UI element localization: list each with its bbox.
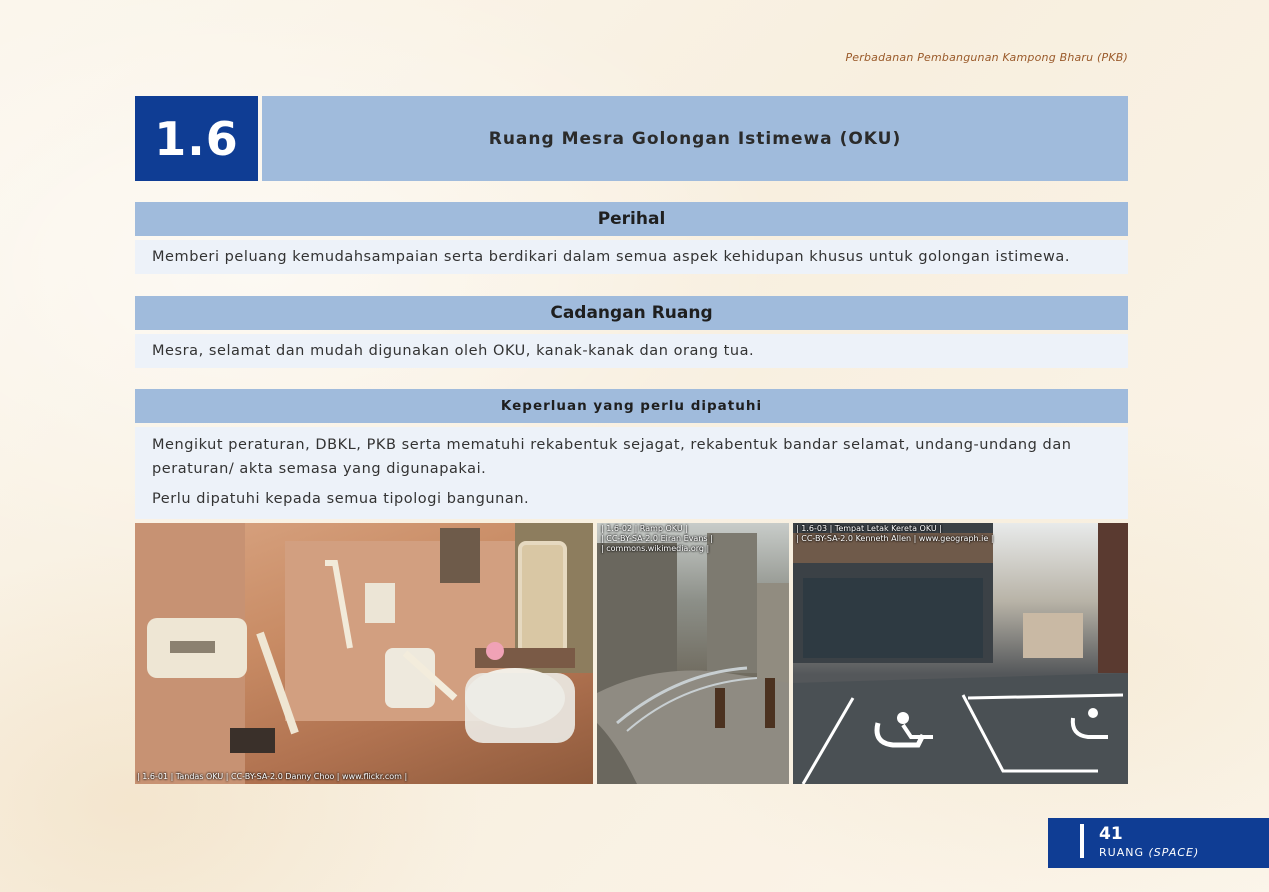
- caption-line: | CC-BY-SA-2.0 Kenneth Allen | www.geograph.ie |: [796, 534, 994, 543]
- photo-caption: [796, 524, 994, 544]
- keperluan-body: [135, 427, 1128, 519]
- caption-line: | CC-BY-SA-2.0 Eiran Evans |: [601, 534, 713, 543]
- chapter-label: [1099, 846, 1199, 859]
- chapter-label-italic: (SPACE): [1148, 846, 1200, 859]
- photo-caption: [601, 524, 713, 554]
- footer-divider: [1080, 824, 1084, 858]
- perihal-text: Memberi peluang kemudahsampaian serta berdikari dalam semua aspek kehidupan khusus untuk golongan istimewa.: [135, 240, 1128, 274]
- organization-name: Perbadanan Pembangunan Kampong Bharu (PKB): [845, 51, 1128, 64]
- keperluan-paragraph: Perlu dipatuhi kepada semua tipologi bangunan.: [152, 491, 530, 507]
- chapter-label-main: RUANG: [1099, 846, 1144, 859]
- photo-caption: | 1.6-01 | Tandas OKU | CC-BY-SA-2.0 Danny Choo | www.flickr.com |: [137, 772, 408, 781]
- cadangan-text: Mesra, selamat dan mudah digunakan oleh OKU, kanak-kanak dan orang tua.: [135, 334, 1128, 368]
- section-number: 1.6: [135, 96, 258, 181]
- parking-illustration: [793, 523, 1128, 784]
- photo-accessible-toilet: [135, 523, 593, 784]
- cadangan-heading: Cadangan Ruang: [135, 296, 1128, 330]
- ramp-illustration: [597, 523, 789, 784]
- keperluan-paragraph: Mengikut peraturan, DBKL, PKB serta mematuhi rekabentuk sejagat, rekabentuk bandar selamat, undang-undang dan peraturan/ akta semasa yang digunapakai.: [152, 437, 1072, 477]
- caption-line: | commons.wikimedia.org |: [601, 544, 710, 553]
- caption-line: | 1.6-02 | Ramp OKU |: [601, 524, 688, 533]
- perihal-heading: Perihal: [135, 202, 1128, 236]
- keperluan-heading: Keperluan yang perlu dipatuhi: [135, 389, 1128, 423]
- caption-line: | 1.6-03 | Tempat Letak Kereta OKU |: [796, 524, 942, 533]
- photo-accessible-parking: [793, 523, 1128, 784]
- page-footer: [1048, 818, 1269, 868]
- toilet-illustration: [135, 523, 593, 784]
- page-number: 41: [1099, 824, 1123, 844]
- section-title: Ruang Mesra Golongan Istimewa (OKU): [262, 96, 1128, 181]
- photo-ramp: [597, 523, 789, 784]
